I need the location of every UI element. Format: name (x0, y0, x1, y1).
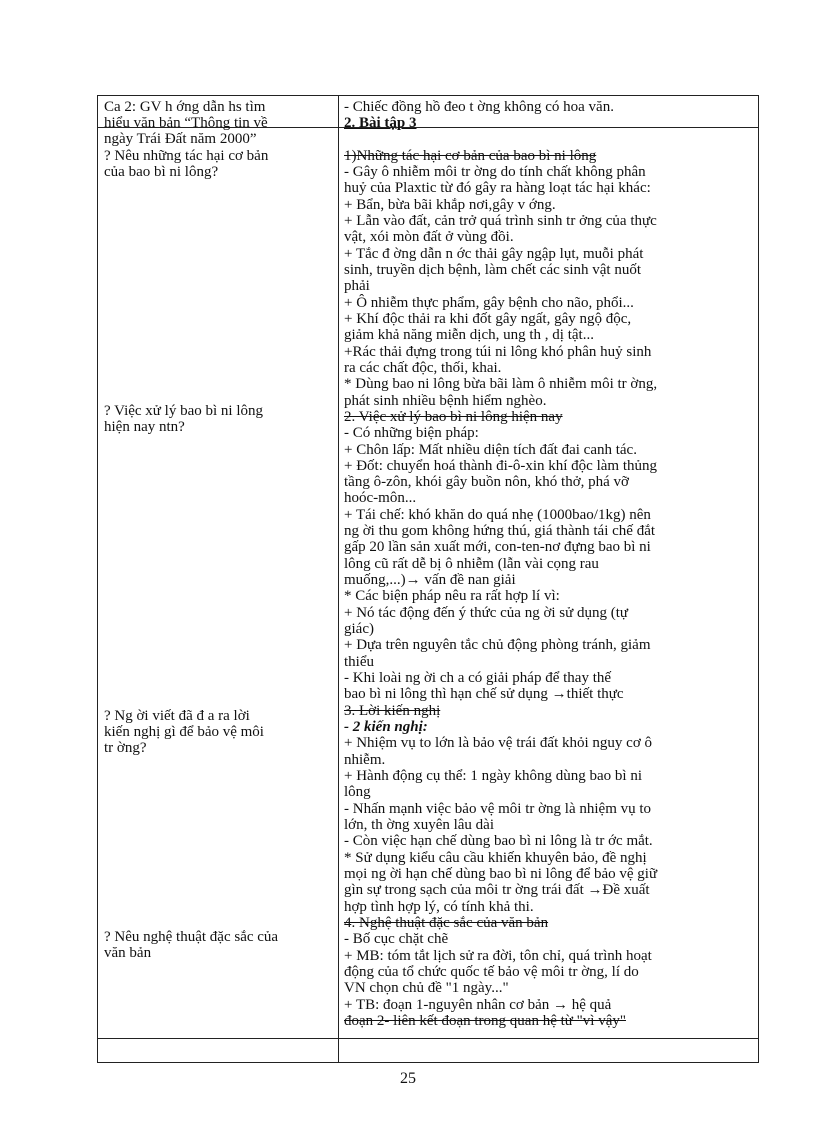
right-column-line: đoạn 2- liên kết đoạn trong quan hệ từ "vì vậy" (344, 1013, 626, 1029)
left-column-line: kiến nghị gì để bảo vệ môi (104, 724, 264, 740)
right-column-line: động của tổ chức quốc tế bảo vệ môi tr ờng, lí do (344, 964, 639, 980)
right-column-line: ng ời thu gom không hứng thú, giá thành tái chế đắt (344, 523, 656, 539)
left-column-line: ? Ng ời viết đã đ a ra lời (104, 708, 250, 724)
right-column-line: - 2 kiến nghị: (344, 719, 428, 735)
right-column-line: VN chọn chủ đề "1 ngày..." (344, 980, 509, 996)
right-column-line: - Có những biện pháp: (344, 425, 479, 441)
right-column-line: 4. Nghệ thuật đặc sắc của văn bản (344, 915, 549, 931)
right-column-line: + MB: tóm tắt lịch sử ra đời, tôn chỉ, quá trình hoạt (344, 948, 652, 964)
left-column-line: hiện nay ntn? (104, 419, 185, 435)
right-column-line: lông cũ rất dễ bị ô nhiễm (lẫn vài cọng rau (344, 556, 599, 572)
right-column-line: phát sinh nhiều bệnh hiểm nghèo. (344, 393, 547, 409)
right-column-line: muống,...)→ vấn đề nan giải (344, 572, 516, 588)
left-column-line: ? Việc xử lý bao bì ni lông (104, 403, 264, 419)
right-column-line: hợp tình hợp lý, có tính khả thi. (344, 899, 534, 915)
left-column-line: văn bản (104, 945, 152, 961)
right-column-line: vật, xói mòn đất ở vùng đồi. (344, 229, 514, 245)
right-column-line: giảm khả năng miễn dịch, ung th , dị tật... (344, 327, 594, 343)
right-column-line: * Dùng bao ni lông bừa bãi làm ô nhiễm môi tr ờng, (344, 376, 658, 392)
right-column-line: gìn sự trong sạch của môi tr ờng trái đất →Đề xuất (344, 882, 650, 898)
right-column-line: + Đốt: chuyển hoá thành đi-ô-xin khí độc làm thủng (344, 458, 657, 474)
right-column-line: hoóc-môn... (344, 490, 417, 506)
right-column-line: + Nhiệm vụ to lớn là bảo vệ trái đất khỏi nguy cơ ô (344, 735, 653, 751)
right-column-line: phải (344, 278, 370, 294)
right-column-line: + TB: đoạn 1-nguyên nhân cơ bản → hệ quả (344, 997, 612, 1013)
left-column-line: ? Nêu nghệ thuật đặc sắc của (104, 929, 279, 945)
right-column-line: + Hành động cụ thể: 1 ngày không dùng bao bì ni (344, 768, 643, 784)
column-divider (338, 96, 339, 1062)
row-divider (98, 1038, 758, 1039)
right-column-line: lớn, th ờng xuyên lâu dài (344, 817, 495, 833)
right-column-line: 2. Bài tập 3 (344, 115, 417, 131)
right-column-line: sinh, truyền dịch bệnh, làm chết các sinh vật nuốt (344, 262, 642, 278)
right-column-line: 3. Lời kiến nghị (344, 703, 441, 719)
right-column-line: * Sử dụng kiểu câu cầu khiến khuyên bảo, đề nghị (344, 850, 647, 866)
left-column-line: ngày Trái Đất năm 2000” (104, 131, 257, 147)
left-column-line: ? Nêu những tác hại cơ bản (104, 148, 269, 164)
right-column-line: * Các biện pháp nêu ra rất hợp lí vì: (344, 588, 560, 604)
right-column-line: tầng ô-zôn, khói gây buồn nôn, khó thở, phá vỡ (344, 474, 629, 490)
right-column-line: + Nó tác động đến ý thức của ng ời sử dụng (tự (344, 605, 629, 621)
right-column-line: nhiễm. (344, 752, 386, 768)
right-column-line: - Còn việc hạn chế dùng bao bì ni lông là tr ớc mắt. (344, 833, 653, 849)
right-column-line: + Bẩn, bừa bãi khắp nơi,gây v ớng. (344, 197, 556, 213)
right-column-line: lông (344, 784, 371, 800)
right-column-line: +Rác thải đựng trong túi ni lông khó phân huỷ sinh (344, 344, 652, 360)
page-number: 25 (400, 1070, 416, 1087)
right-column-line: gấp 20 lần sản xuất mới, con-ten-nơ đựng bao bì ni (344, 539, 651, 555)
right-column-line: - Gây ô nhiễm môi tr ờng do tính chất không phân (344, 164, 646, 180)
right-column-line: - Chiếc đồng hồ đeo t ờng không có hoa văn. (344, 99, 614, 115)
right-column-line: mọi ng ời hạn chế dùng bao bì ni lông để bảo vệ giữ (344, 866, 658, 882)
right-column-line: + Dựa trên nguyên tắc chủ động phòng tránh, giảm (344, 637, 651, 653)
right-column-line: + Lẫn vào đất, cản trở quá trình sinh tr ởng của thực (344, 213, 657, 229)
right-column-line: - Khi loài ng ời ch a có giải pháp để thay thế (344, 670, 612, 686)
left-column-line: tr ờng? (104, 740, 147, 756)
right-column-line: + Tắc đ ờng dẫn n ớc thải gây ngập lụt, muỗi phát (344, 246, 644, 262)
right-column-line: 2. Việc xử lý bao bì ni lông hiện nay (344, 409, 563, 425)
right-column-line: bao bì ni lông thì hạn chế sử dụng →thiết thực (344, 686, 624, 702)
right-column-line: + Tái chế: khó khăn do quá nhẹ (1000bao/1kg) nên (344, 507, 651, 523)
right-column-line: giác) (344, 621, 374, 637)
right-column-line: ra các chất độc, thối, khai. (344, 360, 502, 376)
right-column-line: 1)Những tác hại cơ bản của bao bì ni lông (344, 148, 597, 164)
right-column-line: huỷ của Plaxtic từ đó gây ra hàng loạt tác hại khác: (344, 180, 651, 196)
right-column-line: - Nhấn mạnh việc bảo vệ môi tr ờng là nhiệm vụ to (344, 801, 652, 817)
right-column-line: + Chôn lấp: Mất nhiều diện tích đất đai canh tác. (344, 442, 637, 458)
content-table (97, 95, 759, 1063)
right-column-line: + Ô nhiễm thực phẩm, gây bệnh cho não, phổi... (344, 295, 634, 311)
right-column-line: thiểu (344, 654, 374, 670)
right-column-line: + Khí độc thải ra khi đốt gây ngất, gây ngộ độc, (344, 311, 632, 327)
left-column-line: Ca 2: GV h ớng dẫn hs tìm (104, 99, 266, 115)
left-column-line: hiểu văn bản “Thông tin về (104, 115, 268, 131)
right-column-line: - Bố cục chặt chẽ (344, 931, 449, 947)
left-column-line: của bao bì ni lông? (104, 164, 219, 180)
